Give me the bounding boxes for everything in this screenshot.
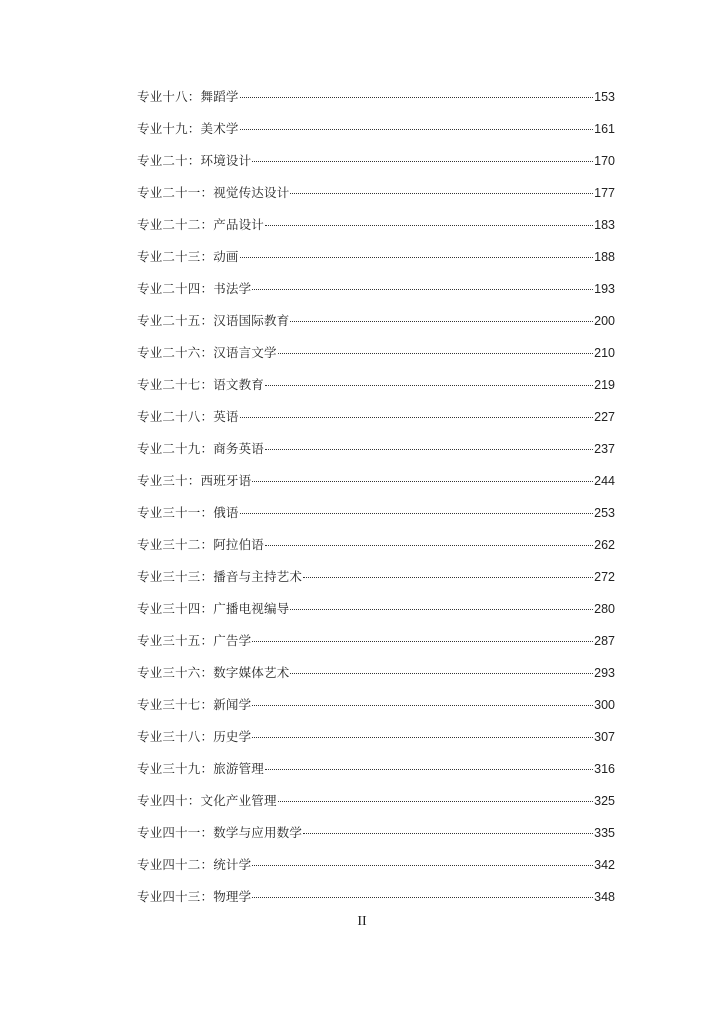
toc-entry-page: 293 — [594, 666, 615, 680]
dot-leader — [265, 385, 593, 386]
toc-entry-page: 287 — [594, 634, 615, 648]
dot-leader — [240, 513, 594, 514]
toc-entry-page: 325 — [594, 794, 615, 808]
toc-entry-title: 专业二十四：书法学 — [137, 281, 252, 296]
toc-entry[interactable] — [137, 792, 615, 824]
toc-entry-title: 专业二十六：汉语言文学 — [137, 345, 277, 360]
toc-entry[interactable] — [137, 216, 615, 248]
toc-entry-title: 专业四十二：统计学 — [137, 857, 252, 872]
toc-entry[interactable] — [137, 312, 615, 344]
toc-entry[interactable] — [137, 472, 615, 504]
toc-entry-page: 200 — [594, 314, 615, 328]
dot-leader — [252, 641, 593, 642]
toc-entry[interactable] — [137, 120, 615, 152]
dot-leader — [252, 161, 593, 162]
toc-entry[interactable] — [137, 696, 615, 728]
toc-entry[interactable] — [137, 440, 615, 472]
toc-entry[interactable] — [137, 88, 615, 120]
toc-entry[interactable] — [137, 568, 615, 600]
toc-entry[interactable] — [137, 664, 615, 696]
dot-leader — [252, 705, 593, 706]
toc-entry-title: 专业三十：西班牙语 — [137, 473, 252, 488]
toc-entry-page: 183 — [594, 218, 615, 232]
toc-entry[interactable] — [137, 856, 615, 888]
toc-entry-page: 219 — [594, 378, 615, 392]
toc-entry-page: 153 — [594, 90, 615, 104]
table-of-contents — [137, 88, 615, 920]
dot-leader — [290, 321, 593, 322]
toc-entry[interactable] — [137, 344, 615, 376]
toc-entry-page: 307 — [594, 730, 615, 744]
toc-entry-title: 专业二十：环境设计 — [137, 153, 252, 168]
dot-leader — [240, 257, 594, 258]
toc-entry-title: 专业二十七：语文教育 — [137, 377, 265, 392]
toc-entry-title: 专业四十三：物理学 — [137, 889, 252, 904]
toc-entry-page: 335 — [594, 826, 615, 840]
toc-entry-title: 专业三十六：数字媒体艺术 — [137, 665, 290, 680]
toc-entry-title: 专业二十一：视觉传达设计 — [137, 185, 290, 200]
dot-leader — [252, 481, 593, 482]
toc-entry[interactable] — [137, 760, 615, 792]
dot-leader — [265, 769, 593, 770]
dot-leader — [303, 833, 593, 834]
toc-entry-title: 专业十九：美术学 — [137, 121, 239, 136]
toc-entry[interactable] — [137, 376, 615, 408]
toc-entry[interactable] — [137, 728, 615, 760]
toc-entry[interactable] — [137, 600, 615, 632]
dot-leader — [252, 737, 593, 738]
dot-leader — [278, 353, 593, 354]
toc-entry-page: 170 — [594, 154, 615, 168]
toc-entry-title: 专业二十五：汉语国际教育 — [137, 313, 290, 328]
dot-leader — [240, 417, 594, 418]
toc-entry[interactable] — [137, 632, 615, 664]
toc-entry-title: 专业三十四：广播电视编导 — [137, 601, 290, 616]
toc-entry-title: 专业二十九：商务英语 — [137, 441, 265, 456]
dot-leader — [252, 865, 593, 866]
toc-entry-page: 237 — [594, 442, 615, 456]
toc-entry[interactable] — [137, 248, 615, 280]
toc-entry-page: 193 — [594, 282, 615, 296]
dot-leader — [240, 97, 594, 98]
dot-leader — [290, 193, 593, 194]
toc-entry-title: 专业三十一：俄语 — [137, 505, 239, 520]
toc-entry-page: 348 — [594, 890, 615, 904]
toc-entry-page: 316 — [594, 762, 615, 776]
toc-entry-page: 210 — [594, 346, 615, 360]
dot-leader — [252, 897, 593, 898]
toc-entry-page: 244 — [594, 474, 615, 488]
toc-entry[interactable] — [137, 536, 615, 568]
toc-entry-title: 专业二十八：英语 — [137, 409, 239, 424]
toc-entry[interactable] — [137, 824, 615, 856]
dot-leader — [290, 673, 593, 674]
toc-entry-title: 专业四十：文化产业管理 — [137, 793, 277, 808]
toc-entry-title: 专业二十三：动画 — [137, 249, 239, 264]
dot-leader — [240, 129, 594, 130]
toc-entry-page: 300 — [594, 698, 615, 712]
toc-entry-title: 专业四十一：数学与应用数学 — [137, 825, 303, 840]
toc-entry-page: 227 — [594, 410, 615, 424]
toc-entry-title: 专业十八：舞蹈学 — [137, 89, 239, 104]
toc-entry[interactable] — [137, 280, 615, 312]
dot-leader — [265, 225, 593, 226]
toc-entry-title: 专业三十八：历史学 — [137, 729, 252, 744]
toc-entry[interactable] — [137, 408, 615, 440]
toc-entry-page: 253 — [594, 506, 615, 520]
toc-entry-page: 188 — [594, 250, 615, 264]
dot-leader — [252, 289, 593, 290]
toc-entry-title: 专业二十二：产品设计 — [137, 217, 265, 232]
toc-entry[interactable] — [137, 504, 615, 536]
toc-entry-title: 专业三十二：阿拉伯语 — [137, 537, 265, 552]
toc-entry-page: 342 — [594, 858, 615, 872]
toc-entry-page: 262 — [594, 538, 615, 552]
dot-leader — [265, 449, 593, 450]
dot-leader — [278, 801, 593, 802]
toc-entry-page: 272 — [594, 570, 615, 584]
toc-entry[interactable] — [137, 152, 615, 184]
dot-leader — [303, 577, 593, 578]
toc-entry-title: 专业三十五：广告学 — [137, 633, 252, 648]
page-number: II — [357, 914, 367, 929]
toc-entry-page: 177 — [594, 186, 615, 200]
toc-entry[interactable] — [137, 184, 615, 216]
toc-entry-title: 专业三十七：新闻学 — [137, 697, 252, 712]
toc-entry-title: 专业三十九：旅游管理 — [137, 761, 265, 776]
toc-entry-page: 280 — [594, 602, 615, 616]
dot-leader — [290, 609, 593, 610]
dot-leader — [265, 545, 593, 546]
toc-entry-title: 专业三十三：播音与主持艺术 — [137, 569, 303, 584]
toc-entry-page: 161 — [594, 122, 615, 136]
